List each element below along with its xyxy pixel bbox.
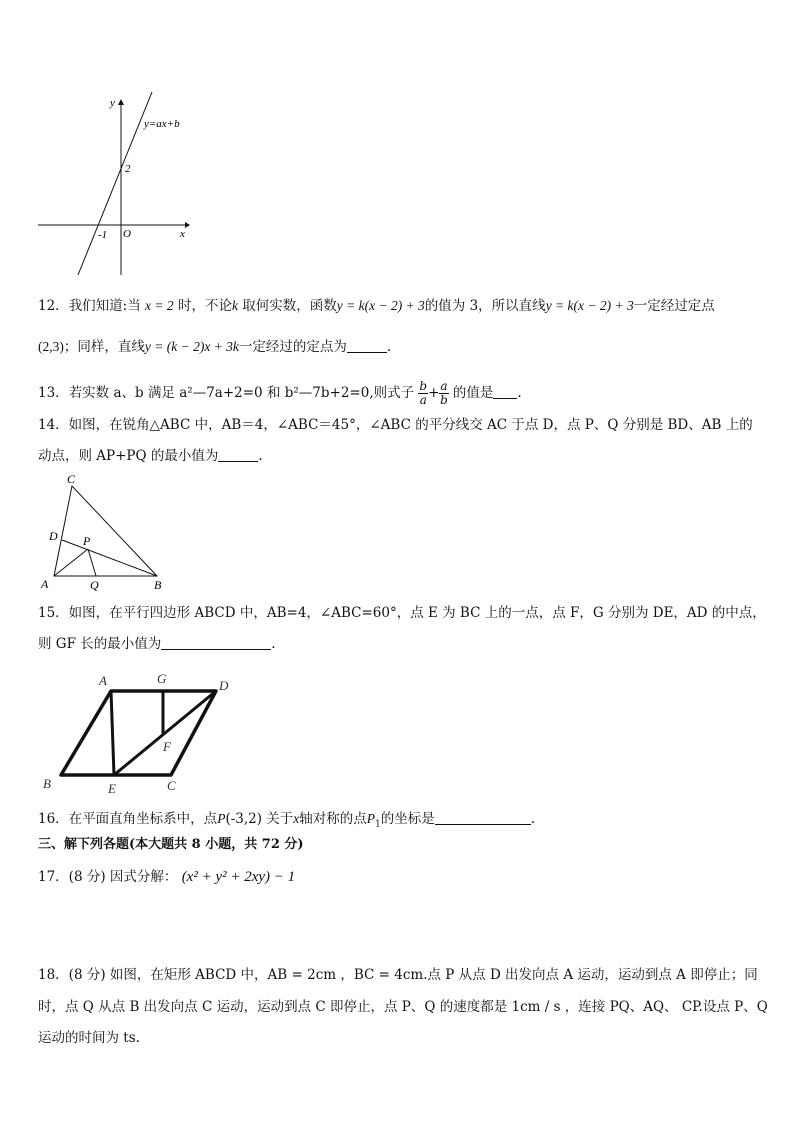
linear-function-graph [30, 90, 200, 280]
label-d: D [49, 529, 58, 543]
label-c: C [67, 472, 76, 486]
x-axis-arrow-icon [185, 222, 190, 228]
y-tick-label: 2 [125, 163, 131, 175]
answer-blank[interactable] [435, 810, 531, 825]
question-14-line-1: 14．如图，在锐角△ABC 中，AB＝4，∠ABC＝45°，∠ABC 的平分线交 AC 于点 D，点 P、Q 分别是 BD、AB 上的 [38, 417, 753, 433]
label-b: B [154, 578, 162, 592]
question-13: 13．若实数 a、b 满足 a²—7a+2=0 和 b²—7b+2=0,则式子 $\frac{b}{a}$ + $\frac{a}{b}$ 的值是 . [38, 379, 522, 407]
question-15-line-2: 则 GF 长的最小值为 . [38, 636, 276, 652]
y-axis-label: y [110, 97, 115, 109]
label-a: A [99, 673, 107, 688]
x-tick-label: -1 [98, 229, 108, 241]
parallelogram-abcd-figure [36, 668, 246, 798]
section-3-heading: 三、解下列各题(本大题共 8 小题，共 72 分) [38, 837, 304, 852]
function-line [78, 92, 152, 275]
label-g: G [157, 671, 167, 686]
triangle-abc-figure [36, 472, 176, 594]
answer-blank[interactable] [161, 635, 271, 650]
fraction-b-over-a: $\frac{b}{a}$ [419, 379, 428, 407]
question-18-line-2: 时，点 Q 从点 B 出发向点 C 运动，运动到点 C 即停止，点 P、Q 的速度都是 1cm / s ，连接 PQ、AQ、 CP.设点 P、Q [38, 999, 768, 1015]
question-15-line-1: 15．如图，在平行四边形 ABCD 中，AB=4，∠ABC=60°，点 E 为 BC 上的一点，点 F，G 分别为 DE，AD 的中点， [38, 605, 766, 621]
y-axis-arrow-icon [118, 99, 124, 105]
question-12-line-2: (2,3)；同样，直线y = (k − 2)x + 3k一定经过的定点为 . [38, 339, 392, 355]
origin-label: O [123, 228, 131, 240]
question-12-line-1: 12．我们知道:当 x = 2 时，不论k 取何实数，函数y = k(x − 2) + 3的值为 3，所以直线y = k(x − 2) + 3一定经过定点 [38, 298, 715, 314]
label-e: E [108, 781, 116, 796]
fraction-a-over-b: $\frac{a}{b}$ [440, 379, 448, 407]
label-b: B [43, 776, 51, 791]
label-a: A [41, 577, 49, 591]
label-p: P [83, 534, 91, 548]
line-label: y=ax+b [144, 118, 180, 130]
label-q: Q [90, 578, 99, 592]
label-f: F [163, 739, 171, 754]
question-17: 17．(8 分) 因式分解： (x² + y² + 2xy) − 1 [38, 869, 296, 885]
answer-blank[interactable] [218, 447, 258, 462]
question-16: 16．在平面直角坐标系中，点P(-3,2) 关于x轴对称的点$P_1$的坐标是 . [38, 811, 536, 830]
answer-blank[interactable] [493, 384, 517, 399]
x-axis-label: x [180, 228, 185, 240]
label-d: D [219, 678, 229, 693]
question-14-line-2: 动点，则 AP+PQ 的最小值为 . [38, 448, 263, 464]
answer-blank[interactable] [347, 338, 387, 353]
question-18-line-3: 运动的时间为 ts. [38, 1030, 140, 1046]
question-18-line-1: 18．(8 分) 如图，在矩形 ABCD 中，AB = 2cm ，BC = 4cm.点 P 从点 D 出发向点 A 运动，运动到点 A 即停止；同 [38, 967, 758, 983]
label-c: C [167, 778, 176, 793]
